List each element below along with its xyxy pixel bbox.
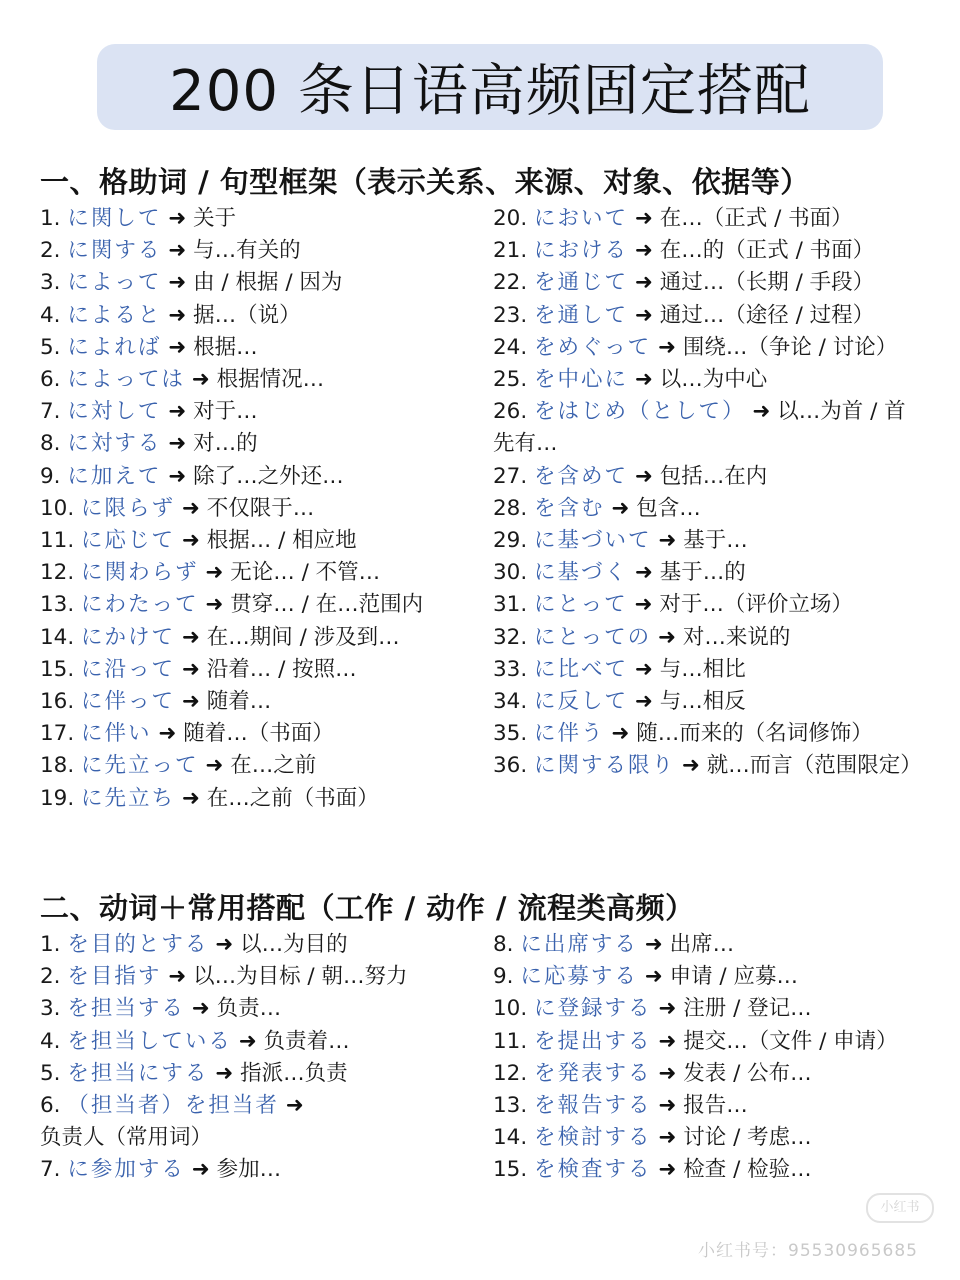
arrow-icon: ➜ xyxy=(181,689,200,715)
japanese-phrase: にかけて xyxy=(81,624,176,650)
item-number: 4. xyxy=(40,1028,61,1054)
item-number: 5. xyxy=(40,334,61,360)
item-number: 6. xyxy=(40,367,61,393)
list-item xyxy=(493,654,923,686)
list-item xyxy=(40,993,472,1025)
japanese-phrase: に関する xyxy=(67,238,162,264)
list-item xyxy=(493,1090,923,1122)
list-item xyxy=(40,428,472,460)
japanese-phrase: に限らず xyxy=(81,495,176,521)
list-item xyxy=(40,332,472,364)
japanese-phrase: を目的とする xyxy=(67,932,209,957)
chinese-meaning: 负责… xyxy=(216,996,282,1022)
section-1-right-list xyxy=(493,203,923,783)
chinese-meaning: 讨论 / 考虑… xyxy=(683,1125,812,1151)
arrow-icon: ➜ xyxy=(658,1060,677,1086)
japanese-phrase: を報告する xyxy=(534,1093,652,1119)
arrow-icon: ➜ xyxy=(205,592,224,618)
title-banner xyxy=(97,44,883,130)
arrow-icon: ➜ xyxy=(681,753,700,779)
arrow-icon: ➜ xyxy=(644,932,663,957)
chinese-meaning: 申请 / 应募… xyxy=(669,964,798,990)
chinese-meaning: 无论… / 不管… xyxy=(230,560,381,586)
item-number: 32. xyxy=(493,624,528,650)
chinese-meaning: 参加… xyxy=(216,1157,282,1183)
arrow-icon: ➜ xyxy=(611,721,630,747)
arrow-icon: ➜ xyxy=(634,592,653,618)
japanese-phrase: に対する xyxy=(67,431,162,457)
item-number: 7. xyxy=(40,1157,61,1183)
chinese-meaning: 对…的 xyxy=(193,431,258,457)
japanese-phrase: によっては xyxy=(67,367,185,393)
item-number: 35. xyxy=(493,721,528,747)
chinese-meaning: 与…相反 xyxy=(659,689,746,715)
list-item xyxy=(493,993,923,1025)
item-number: 33. xyxy=(493,656,528,682)
arrow-icon: ➜ xyxy=(634,689,653,715)
chinese-meaning: 包含… xyxy=(636,495,701,521)
arrow-icon: ➜ xyxy=(634,560,653,586)
item-number: 34. xyxy=(493,689,528,715)
list-item xyxy=(493,364,923,396)
chinese-meaning: 根据情况… xyxy=(216,367,325,393)
item-number: 8. xyxy=(40,431,61,457)
japanese-phrase: を目指す xyxy=(67,964,162,990)
arrow-icon: ➜ xyxy=(611,495,630,521)
japanese-phrase: によって xyxy=(67,270,162,296)
arrow-icon: ➜ xyxy=(634,270,653,296)
japanese-phrase: に反して xyxy=(534,689,629,715)
chinese-meaning: 由 / 根据 / 因为 xyxy=(193,270,343,296)
item-number: 15. xyxy=(493,1157,528,1183)
item-number: 4. xyxy=(40,302,61,328)
watermark-logo: 小红书 xyxy=(866,1193,934,1223)
item-number: 2. xyxy=(40,238,61,264)
chinese-meaning: 指派…负责 xyxy=(240,1060,348,1086)
chinese-meaning: 除了…之外还… xyxy=(193,463,344,489)
list-item xyxy=(40,1154,472,1186)
item-number: 19. xyxy=(40,785,75,811)
arrow-icon: ➜ xyxy=(168,302,187,328)
arrow-icon: ➜ xyxy=(205,753,224,779)
chinese-meaning: 发表 / 公布… xyxy=(683,1060,812,1086)
japanese-phrase: を担当にする xyxy=(67,1060,209,1086)
japanese-phrase: をめぐって xyxy=(534,334,652,360)
item-number: 27. xyxy=(493,463,528,489)
arrow-icon: ➜ xyxy=(191,367,210,393)
list-item xyxy=(40,525,472,557)
japanese-phrase: に登録する xyxy=(534,996,652,1022)
japanese-phrase: に加えて xyxy=(67,463,162,489)
list-item xyxy=(40,235,472,267)
japanese-phrase: を通じて xyxy=(534,270,629,296)
item-number: 8. xyxy=(493,932,514,957)
item-number: 5. xyxy=(40,1060,61,1086)
list-item xyxy=(493,557,923,589)
chinese-meaning: 随着…（书面） xyxy=(183,721,334,747)
list-item xyxy=(493,235,923,267)
arrow-icon: ➜ xyxy=(181,528,200,554)
list-item xyxy=(493,203,923,235)
japanese-phrase: を担当している xyxy=(67,1028,232,1054)
japanese-phrase: に関する限り xyxy=(534,753,676,779)
japanese-phrase: を通して xyxy=(534,302,629,328)
japanese-phrase: に応募する xyxy=(520,964,638,990)
japanese-phrase: に基づいて xyxy=(534,528,652,554)
item-number: 3. xyxy=(40,996,61,1022)
list-item xyxy=(493,1122,923,1154)
japanese-phrase: に基づく xyxy=(534,560,629,586)
list-item xyxy=(40,557,472,589)
japanese-phrase: にわたって xyxy=(81,592,199,618)
japanese-phrase: によると xyxy=(67,302,162,328)
japanese-phrase: を検査する xyxy=(534,1157,652,1183)
list-item xyxy=(40,589,472,621)
list-item xyxy=(40,203,472,235)
list-item xyxy=(493,961,923,993)
arrow-icon: ➜ xyxy=(644,964,663,990)
list-item xyxy=(40,364,472,396)
chinese-meaning: 包括…在内 xyxy=(659,463,768,489)
japanese-phrase: において xyxy=(534,206,629,231)
list-item xyxy=(40,396,472,428)
arrow-icon: ➜ xyxy=(168,206,187,231)
chinese-meaning: 在…期间 / 涉及到… xyxy=(206,624,400,650)
chinese-meaning: 报告… xyxy=(683,1093,748,1119)
chinese-meaning: 与…相比 xyxy=(659,656,746,682)
list-item xyxy=(493,332,923,364)
arrow-icon: ➜ xyxy=(205,560,224,586)
item-number: 11. xyxy=(493,1028,528,1054)
japanese-phrase: を含む xyxy=(534,495,605,521)
japanese-phrase: を検討する xyxy=(534,1125,652,1151)
japanese-phrase: に出席する xyxy=(520,932,638,957)
item-number: 10. xyxy=(493,996,528,1022)
item-number: 11. xyxy=(40,528,75,554)
list-item xyxy=(40,686,472,718)
japanese-phrase: を含めて xyxy=(534,463,629,489)
list-item xyxy=(40,300,472,332)
chinese-meaning: 围绕…（争论 / 讨论） xyxy=(682,334,898,360)
item-number: 13. xyxy=(40,592,75,618)
list-item xyxy=(493,396,923,460)
arrow-icon: ➜ xyxy=(658,1093,677,1119)
japanese-phrase: に参加する xyxy=(67,1157,185,1183)
japanese-phrase: に比べて xyxy=(534,656,629,682)
japanese-phrase: を担当する xyxy=(67,996,185,1022)
item-number: 14. xyxy=(40,624,75,650)
arrow-icon: ➜ xyxy=(634,367,653,393)
list-item xyxy=(493,493,923,525)
arrow-icon: ➜ xyxy=(168,431,187,457)
chinese-meaning: 对…来说的 xyxy=(682,624,791,650)
chinese-meaning: 根据… / 相应地 xyxy=(206,528,357,554)
item-number: 2. xyxy=(40,964,61,990)
chinese-meaning: 出席… xyxy=(669,932,735,957)
chinese-meaning: 检查 / 检验… xyxy=(683,1157,812,1183)
list-item xyxy=(40,1090,472,1154)
section-1-heading: 一、格助词 / 句型框架（表示关系、来源、对象、依据等） xyxy=(40,165,810,199)
chinese-meaning: 通过…（途径 / 过程） xyxy=(659,302,875,328)
item-number: 3. xyxy=(40,270,61,296)
arrow-icon: ➜ xyxy=(658,1157,677,1183)
arrow-icon: ➜ xyxy=(168,334,187,360)
chinese-meaning: 随…而来的（名词修饰） xyxy=(636,721,873,747)
chinese-meaning: 随着… xyxy=(206,689,272,715)
list-item xyxy=(493,718,923,750)
list-item xyxy=(40,654,472,686)
arrow-icon: ➜ xyxy=(752,399,771,425)
item-number: 10. xyxy=(40,495,75,521)
chinese-meaning: 就…而言（范围限定） xyxy=(706,753,922,779)
arrow-icon: ➜ xyxy=(658,1125,677,1151)
arrow-icon: ➜ xyxy=(658,996,677,1022)
list-item xyxy=(493,1154,923,1186)
japanese-phrase: に先立ち xyxy=(81,785,176,811)
japanese-phrase: にとって xyxy=(534,592,628,618)
page-title: 200 条日语高频固定搭配 xyxy=(169,59,811,124)
arrow-icon: ➜ xyxy=(158,721,177,747)
arrow-icon: ➜ xyxy=(215,932,234,957)
chinese-meaning: 提交…（文件 / 申请） xyxy=(683,1028,898,1054)
item-number: 7. xyxy=(40,399,61,425)
japanese-phrase: に先立って xyxy=(81,753,199,779)
chinese-meaning: 注册 / 登记… xyxy=(683,996,812,1022)
japanese-phrase: に沿って xyxy=(81,656,176,682)
arrow-icon: ➜ xyxy=(657,624,676,650)
list-item xyxy=(493,589,923,621)
list-item xyxy=(493,750,923,782)
arrow-icon: ➜ xyxy=(634,238,653,264)
japanese-phrase: に伴って xyxy=(81,689,176,715)
arrow-icon: ➜ xyxy=(634,656,653,682)
list-item xyxy=(40,1058,472,1090)
chinese-meaning: 关于 xyxy=(193,206,237,231)
japanese-phrase: に伴い xyxy=(81,721,152,747)
chinese-meaning: 与…有关的 xyxy=(193,238,301,264)
list-item xyxy=(493,622,923,654)
item-number: 23. xyxy=(493,302,528,328)
japanese-phrase: を提出する xyxy=(534,1028,652,1054)
arrow-icon: ➜ xyxy=(658,1028,677,1054)
japanese-phrase: をはじめ（として） xyxy=(534,399,746,425)
japanese-phrase: にとっての xyxy=(534,624,652,650)
japanese-phrase: に関わらず xyxy=(81,560,199,586)
arrow-icon: ➜ xyxy=(657,334,676,360)
chinese-meaning: 在…（正式 / 书面） xyxy=(659,206,853,231)
list-item xyxy=(40,718,472,750)
item-number: 36. xyxy=(493,753,528,779)
list-item xyxy=(40,929,472,961)
item-number: 30. xyxy=(493,560,528,586)
chinese-meaning: 对于… xyxy=(193,399,258,425)
section-2-left-list xyxy=(40,929,472,1187)
arrow-icon: ➜ xyxy=(634,463,653,489)
chinese-meaning: 以…为目标 / 朝…努力 xyxy=(193,964,408,990)
chinese-meaning: 在…的（正式 / 书面） xyxy=(659,238,875,264)
arrow-icon: ➜ xyxy=(168,964,187,990)
item-number: 20. xyxy=(493,206,528,231)
list-item xyxy=(40,750,472,782)
item-number: 26. xyxy=(493,399,528,425)
list-item xyxy=(493,300,923,332)
list-item xyxy=(40,622,472,654)
section-2-right-list xyxy=(493,929,923,1187)
arrow-icon: ➜ xyxy=(215,1060,234,1086)
japanese-phrase: を発表する xyxy=(534,1060,652,1086)
chinese-meaning: 沿着… / 按照… xyxy=(206,656,357,682)
list-item xyxy=(40,783,472,815)
list-item xyxy=(40,1026,472,1058)
japanese-phrase: によれば xyxy=(67,334,162,360)
chinese-meaning: 不仅限于… xyxy=(206,495,315,521)
japanese-phrase: における xyxy=(534,238,629,264)
item-number: 9. xyxy=(493,964,514,990)
list-item xyxy=(493,525,923,557)
chinese-meaning: 通过…（长期 / 手段） xyxy=(659,270,875,296)
chinese-meaning: 负责着… xyxy=(263,1028,350,1054)
item-number: 29. xyxy=(493,528,528,554)
list-item xyxy=(493,1058,923,1090)
arrow-icon: ➜ xyxy=(285,1093,304,1119)
section-2-heading: 二、动词＋常用搭配（工作 / 动作 / 流程类高频） xyxy=(40,891,695,925)
japanese-phrase: を中心に xyxy=(534,367,629,393)
chinese-meaning: 以…为首 / 首先有… xyxy=(493,399,906,457)
chinese-meaning: 据…（说） xyxy=(193,302,301,328)
list-item xyxy=(40,493,472,525)
item-number: 22. xyxy=(493,270,528,296)
arrow-icon: ➜ xyxy=(181,656,200,682)
item-number: 28. xyxy=(493,495,528,521)
section-1-left-list xyxy=(40,203,472,815)
list-item xyxy=(493,686,923,718)
list-item xyxy=(40,961,472,993)
arrow-icon: ➜ xyxy=(238,1028,257,1054)
item-number: 6. xyxy=(40,1093,61,1119)
item-number: 15. xyxy=(40,656,75,682)
japanese-phrase: （担当者）を担当者 xyxy=(67,1093,279,1119)
japanese-phrase: に関して xyxy=(67,206,162,231)
watermark-text: 小红书号：95530965685 xyxy=(698,1241,918,1261)
item-number: 12. xyxy=(40,560,75,586)
arrow-icon: ➜ xyxy=(634,206,653,231)
japanese-phrase: に伴う xyxy=(534,721,605,747)
list-item xyxy=(493,1026,923,1058)
list-item xyxy=(40,461,472,493)
japanese-phrase: に対して xyxy=(67,399,162,425)
list-item xyxy=(40,267,472,299)
item-number: 12. xyxy=(493,1060,528,1086)
item-number: 14. xyxy=(493,1125,528,1151)
item-number: 21. xyxy=(493,238,528,264)
arrow-icon: ➜ xyxy=(634,302,653,328)
item-number: 17. xyxy=(40,721,75,747)
item-number: 18. xyxy=(40,753,75,779)
chinese-meaning: 在…之前（书面） xyxy=(206,785,379,811)
arrow-icon: ➜ xyxy=(181,624,200,650)
arrow-icon: ➜ xyxy=(181,785,200,811)
arrow-icon: ➜ xyxy=(168,463,187,489)
item-number: 1. xyxy=(40,206,61,231)
chinese-meaning: 根据… xyxy=(193,334,258,360)
chinese-meaning: 以…为中心 xyxy=(659,367,768,393)
item-number: 9. xyxy=(40,463,61,489)
chinese-meaning: 对于…（评价立场） xyxy=(659,592,853,618)
item-number: 31. xyxy=(493,592,528,618)
arrow-icon: ➜ xyxy=(181,495,200,521)
japanese-phrase: に応じて xyxy=(81,528,176,554)
item-number: 13. xyxy=(493,1093,528,1119)
item-number: 24. xyxy=(493,334,528,360)
arrow-icon: ➜ xyxy=(191,1157,210,1183)
chinese-meaning: 基于… xyxy=(683,528,748,554)
list-item xyxy=(493,929,923,961)
chinese-meaning: 在…之前 xyxy=(230,753,317,779)
arrow-icon: ➜ xyxy=(168,238,187,264)
arrow-icon: ➜ xyxy=(168,270,187,296)
chinese-meaning: 负责人（常用词） xyxy=(40,1125,213,1151)
arrow-icon: ➜ xyxy=(191,996,210,1022)
arrow-icon: ➜ xyxy=(168,399,187,425)
chinese-meaning: 贯穿… / 在…范围内 xyxy=(230,592,424,618)
chinese-meaning: 以…为目的 xyxy=(240,932,348,957)
list-item xyxy=(493,461,923,493)
item-number: 1. xyxy=(40,932,61,957)
arrow-icon: ➜ xyxy=(658,528,677,554)
item-number: 25. xyxy=(493,367,528,393)
item-number: 16. xyxy=(40,689,75,715)
list-item xyxy=(493,267,923,299)
chinese-meaning: 基于…的 xyxy=(659,560,746,586)
